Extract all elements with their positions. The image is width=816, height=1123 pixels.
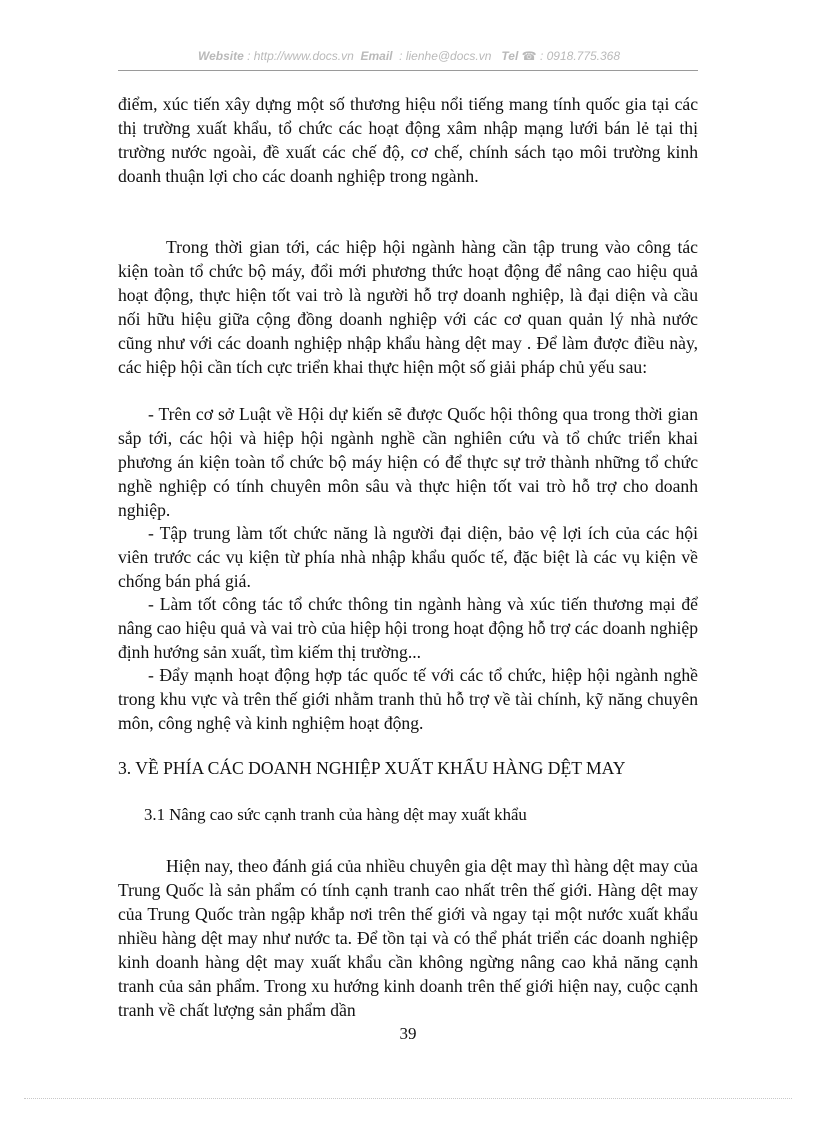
paragraph-competitiveness: Hiện nay, theo đánh giá của nhiều chuyên gia dệt may thì hàng dệt may của Trung Quốc là sản phẩm có tính cạnh tranh cao nhất trên thế giới. Hàng dệt may của Trung Quốc tràn ngập khắp nơi trên thế giới và ngay tại một nước xuất khẩu nhiều hàng dệt may như nước ta. Để tồn tại và có thể phát triển các doanh nghiệp kinh doanh hàng dệt may xuất khẩu cần không ngừng nâng cao khả năng cạnh tranh của sản phẩm. Trong xu hướng kinh doanh trên thế giới hiện nay, cuộc cạnh tranh về chất lượng sản phẩm dần (118, 856, 698, 1020)
email-value: : lienhe@docs.vn (399, 49, 492, 63)
subsection-heading: 3.1 Nâng cao sức cạnh tranh của hàng dệt may xuất khẩu (144, 805, 527, 824)
bullet-item-1: - Trên cơ sở Luật về Hội dự kiến sẽ được Quốc hội thông qua trong thời gian sắp tới, các hội và hiệp hội ngành nghề cần nghiên cứu và tổ chức triển khai phương án kiện toàn tổ chức bộ máy hiện có để thực sự trở thành những tổ chức nghề nghiệp có tính chuyên môn sâu và thực hiện tốt vai trò hỗ trợ cho doanh nghiệp. (118, 404, 698, 520)
tel-value: ☎ : 0918.775.368 (521, 49, 621, 63)
page-number: 39 (399, 1024, 417, 1043)
section-heading: 3. VỀ PHÍA CÁC DOANH NGHIỆP XUẤT KHẨU HÀNG DỆT MAY (118, 758, 626, 778)
header-divider (118, 70, 698, 71)
website-label: Website (197, 49, 244, 63)
paragraph-continuation: điểm, xúc tiến xây dựng một số thương hiệu nổi tiếng mang tính quốc gia tại các thị trường xuất khẩu, tổ chức các hoạt động xâm nhập mạng lưới bán lẻ tại thị trường nước ngoài, đề xuất các chế độ, cơ chế, chính sách tạo môi trường kinh doanh thuận lợi cho các doanh nghiệp trong ngành. (118, 94, 698, 186)
website-value: : http://www.docs.vn (247, 49, 354, 63)
email-label: Email (360, 49, 393, 63)
paragraph-associations-intro: Trong thời gian tới, các hiệp hội ngành hàng cần tập trung vào công tác kiện toàn tổ chức bộ máy, đổi mới phương thức hoạt động để nâng cao hiệu quả hoạt động, thực hiện tốt vai trò là người hỗ trợ doanh nghiệp, là đại diện và cầu nối hữu hiệu giữa cộng đồng doanh nghiệp với các cơ quan quản lý nhà nước cũng như với các doanh nghiệp nhập khẩu hàng dệt may . Để làm được điều này, các hiệp hội cần tích cực triển khai thực hiện một số giải pháp chủ yếu sau: (118, 237, 698, 377)
bullet-item-2: - Tập trung làm tốt chức năng là người đại diện, bảo vệ lợi ích của các hội viên trước các vụ kiện từ phía nhà nhập khẩu quốc tế, đặc biệt là các vụ kiện về chống bán phá giá. (118, 523, 698, 591)
page-header (120, 49, 698, 63)
tel-label: Tel (501, 49, 519, 63)
bullet-item-4: - Đẩy mạnh hoạt động hợp tác quốc tế với các tổ chức, hiệp hội ngành nghề trong khu vực và trên thế giới nhằm tranh thủ hỗ trợ về tài chính, kỹ năng chuyên môn, công nghệ và kinh nghiệm hoạt động. (118, 665, 698, 733)
footer-divider (24, 1098, 792, 1099)
bullet-item-3: - Làm tốt công tác tổ chức thông tin ngành hàng và xúc tiến thương mại để nâng cao hiệu quả và vai trò của hiệp hội trong hoạt động hỗ trợ các doanh nghiệp định hướng sản xuất, tìm kiếm thị trường... (118, 594, 698, 662)
